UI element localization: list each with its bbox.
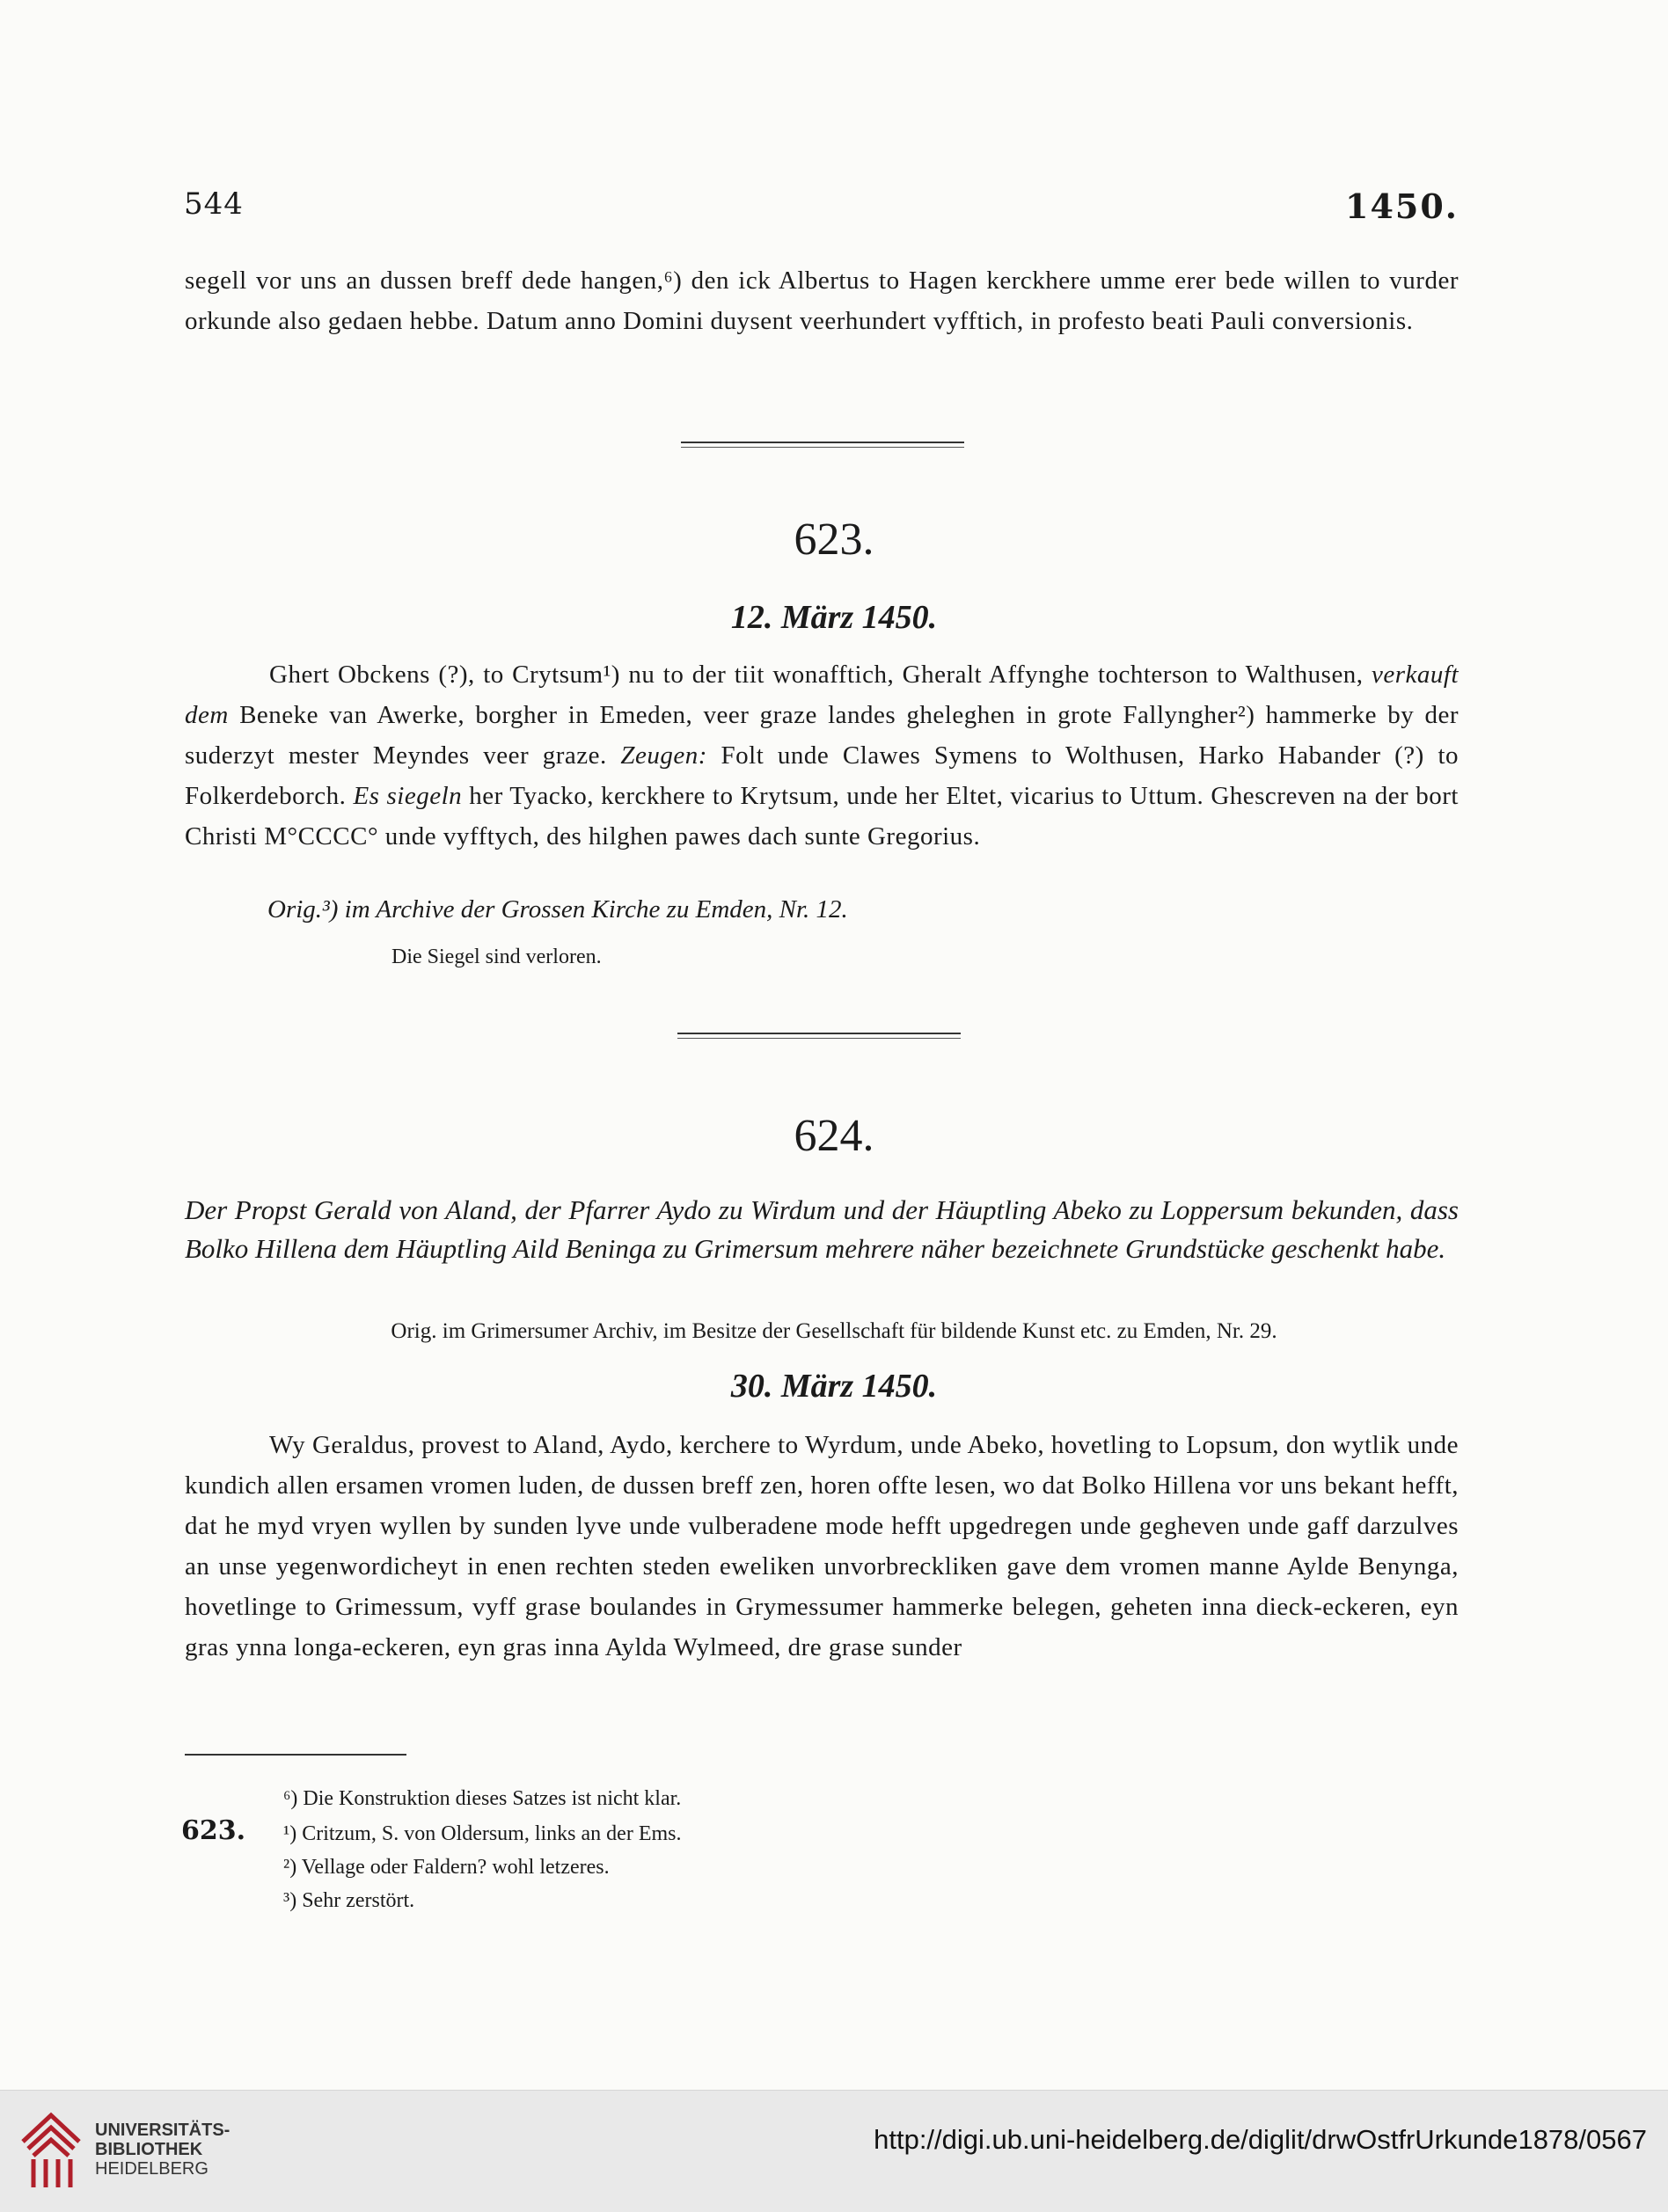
- footnote-rule: [185, 1754, 406, 1756]
- continuation-text: segell vor uns an dussen breff dede hangen,⁶) den ick Albertus to Hagen kerckhere umme erer bede willen to vurder orkunde also gedaen hebbe. Datum anno Domini duysent veerhundert vyfftich, in profesto beati Pauli conversionis.: [185, 266, 1459, 335]
- doc-623-body-part: Beneke van Awerke, borgher in Emeden, veer graze landes gheleghen in grote Fallyngher²) hammerke by der suderzyt mester Meyndes veer graze.: [185, 701, 1460, 770]
- library-logo-icon[interactable]: [16, 2106, 86, 2198]
- logo-line: HEIDELBERG: [95, 2159, 208, 2179]
- viewer-footer: [0, 2090, 1668, 2212]
- doc-623-verkauft: verkauft dem: [185, 661, 1460, 729]
- footnote-3: ³) Sehr zerstört.: [283, 1889, 415, 1912]
- doc-624-date: 30. März 1450.: [730, 1368, 938, 1405]
- footnote-1: ¹) Critzum, S. von Oldersum, links an der Ems.: [283, 1822, 682, 1845]
- section-divider: [677, 1033, 961, 1039]
- doc-623-body-part: Ghert Obckens (?), to Crytsum¹) nu to der tiit wonafftich, Gheralt Affynghe tochterson to Walthusen,: [269, 661, 1364, 689]
- doc-623-siegeln: Es siegeln: [353, 782, 463, 810]
- page-number: 544: [184, 186, 244, 222]
- library-logo-text: [95, 2121, 230, 2179]
- logo-line: UNIVERSITÄTS-: [95, 2121, 230, 2140]
- doc-623-body-part: her Tyacko, kerckhere to Krytsum, unde her Eltet, vicarius to Uttum. Ghescreven na der bort Christi M°CCCC° unde vyfftych, des hilghen pawes dach sunte Gregorius.: [185, 782, 1459, 850]
- section-divider: [681, 442, 964, 448]
- doc-623-date: 12. März 1450.: [730, 599, 938, 636]
- doc-623-zeugen: Zeugen:: [620, 741, 707, 770]
- doc-624-source: Orig. im Grimersumer Archiv, im Besitze der Gesellschaft für bildende Kunst etc. zu Emden, Nr. 29.: [391, 1319, 1277, 1343]
- footnote-label-623: 623.: [181, 1815, 246, 1846]
- footnote-2: ²) Vellage oder Faldern? wohl letzeres.: [283, 1856, 610, 1879]
- doc-623-number: 623.: [794, 515, 874, 565]
- doc-623-orig: Orig.³) im Archive der Grossen Kirche zu Emden, Nr. 12.: [267, 895, 848, 923]
- logo-line: BIBLIOTHEK: [95, 2140, 203, 2159]
- doc-624-number: 624.: [794, 1111, 874, 1161]
- footnote-6: ⁶) Die Konstruktion dieses Satzes ist nicht klar.: [283, 1787, 682, 1810]
- doc-624-regest: Der Propst Gerald von Aland, der Pfarrer Aydo zu Wirdum und der Häuptling Abeko zu Loppersum bekunden, dass Bolko Hillena dem Häuptling Aild Beninga zu Grimersum mehrere näher bezeichnete Grundstücke geschenkt habe.: [185, 1194, 1459, 1264]
- doc-623-body: [185, 654, 1459, 857]
- doc-623-seal-note: Die Siegel sind verloren.: [391, 945, 602, 968]
- page-year: 1450.: [1345, 186, 1459, 226]
- doc-624-body: Wy Geraldus, provest to Aland, Aydo, kerchere to Wyrdum, unde Abeko, hovetling to Lopsum, don wytlik unde kundich allen ersamen vromen luden, de dussen breff zen, horen offte lesen, wo dat Bolko Hillena vor uns bekant hefft, dat he myd vryen wyllen by sunden lyve unde vulberadene mode hefft upgedregen unde gegheven unde gaff darzulves an unse yegenwordicheyt in enen rechten steden eweliken unvorbreckliken gave dem vromen manne Aylde Benynga, hovetlinge to Grimessum, vyff grase boulandes in Grymessumer hammerke belegen, geheten inna dieck-eckeren, eyn gras ynna longa-eckeren, eyn gras inna Aylda Wylmeed, dre grase sunder: [185, 1431, 1459, 1661]
- permalink-url[interactable]: http://digi.ub.uni-heidelberg.de/diglit/drwOstfrUrkunde1878/0567: [874, 2124, 1647, 2155]
- doc-623-body-part: Folt unde Clawes Symens to Wolthusen, Harko Habander (?) to Folkerdeborch.: [185, 741, 1459, 810]
